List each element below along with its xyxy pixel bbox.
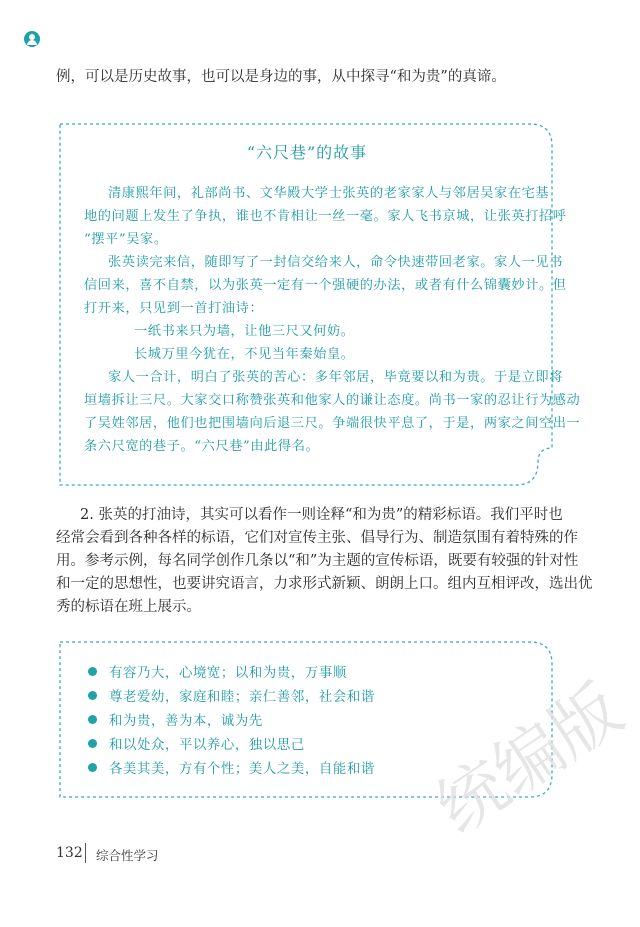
watermark: 统编版 xyxy=(423,669,637,850)
story-box xyxy=(58,122,581,488)
slogan-text: 和为贵，善为本，诚为先 xyxy=(109,713,263,729)
slogan-text: 尊老爱幼，家庭和睦；亲仁善邻，社会和谐 xyxy=(109,689,375,705)
poem-line: 长城万里今犹在，不见当年秦始皇。 xyxy=(134,347,355,362)
slogan-item xyxy=(88,661,347,681)
story-line: 张英读完来信，随即写了一封信交给来人，命令快速带回老家。家人一见书 xyxy=(108,255,563,270)
section-label: 综合性学习 xyxy=(96,848,159,863)
footer-divider xyxy=(85,843,86,863)
slogan-text: 有容乃大，心境宽；以和为贵，万事顺 xyxy=(109,665,347,681)
bullet-icon xyxy=(88,763,97,772)
slogan-item xyxy=(88,733,305,753)
bullet-icon xyxy=(88,739,97,748)
user-circle-icon xyxy=(24,31,40,47)
story-line: 清康熙年间，礼部尚书、文华殿大学士张英的老家家人与邻居吴家在宅基 xyxy=(108,186,550,201)
task-paragraph-line: 秀的标语在班上展示。 xyxy=(56,599,201,615)
task-paragraph-line: 2. 张英的打油诗，其实可以看作一则诠释“和为贵”的精彩标语。我们平时也 xyxy=(80,507,563,523)
story-line: 信回来，喜不自禁，以为张英一定有一个强硬的办法，或者有什么锦囊妙计。但 xyxy=(84,278,567,293)
task-paragraph-line: 和一定的思想性，也要讲究语言，力求形式新颖、朗朗上口。组内互相评改，选出优 xyxy=(56,576,593,592)
story-line: “摆平”吴家。 xyxy=(84,232,168,247)
slogan-item xyxy=(88,757,375,777)
story-line: 打开来，只见到一首打油诗： xyxy=(84,301,264,316)
task-paragraph-line: 经常会看到各种各样的标语，它们对宣传主张、倡导行为、制造氛围有着特殊的作 xyxy=(56,530,578,546)
story-line: 家人一合计，明白了张英的苦心：多年邻居，毕竟要以和为贵。于是立即将 xyxy=(108,370,563,385)
story-line: 垣墙拆让三尺。大家交口称赞张英和他家人的谦让态度。尚书一家的忍让行为感动 xyxy=(84,393,581,408)
slogan-text: 各美其美，方有个性；美人之美，自能和谐 xyxy=(109,761,375,777)
task-paragraph-line: 用。参考示例，每名同学创作几条以“和”为主题的宣传标语，既要有较强的针对性 xyxy=(56,553,579,569)
bullet-icon xyxy=(88,667,97,676)
poem-line: 一纸书来只为墙，让他三尺又何妨。 xyxy=(134,324,355,339)
page-number: 132 xyxy=(56,845,83,861)
story-title: “六尺巷”的故事 xyxy=(246,143,368,162)
story-line: 地的问题上发生了争执，谁也不肯相让一丝一毫。家人飞书京城，让张英打招呼 xyxy=(84,209,567,224)
bullet-icon xyxy=(88,691,97,700)
slogan-item xyxy=(88,685,375,705)
story-line: 了吴姓邻居，他们也把围墙向后退三尺。争端很快平息了，于是，两家之间空出一 xyxy=(84,416,581,431)
slogan-text: 和以处众，平以养心，独以思己 xyxy=(109,737,305,753)
intro-paragraph: 例，可以是历史故事，也可以是身边的事，从中探寻“和为贵”的真谛。 xyxy=(56,69,506,85)
story-line: 条六尺宽的巷子。“六尺巷”由此得名。 xyxy=(84,439,320,454)
slogan-item xyxy=(88,709,263,729)
bullet-icon xyxy=(88,715,97,724)
